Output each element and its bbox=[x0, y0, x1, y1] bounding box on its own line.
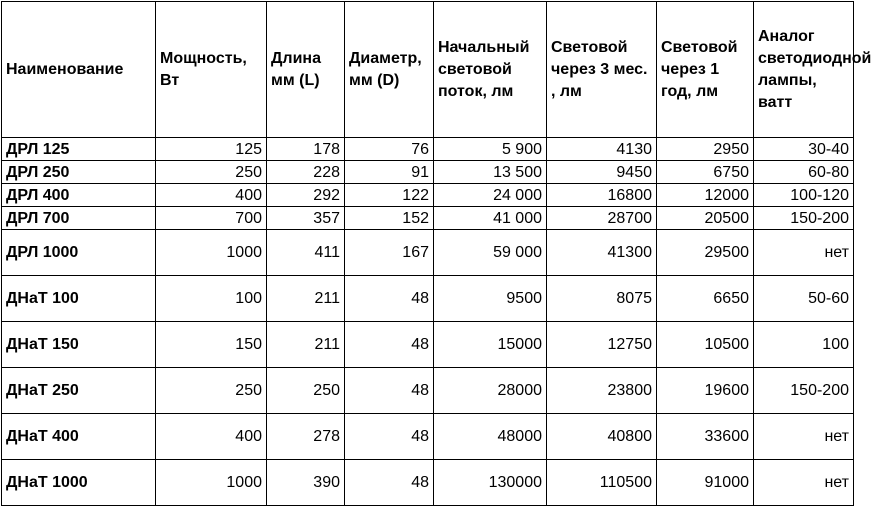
cell-power: 250 bbox=[156, 161, 267, 184]
cell-flux-1-year: 29500 bbox=[657, 230, 754, 276]
cell-flux-1-year: 2950 bbox=[657, 138, 754, 161]
cell-name: ДНаТ 100 bbox=[2, 276, 156, 322]
cell-flux-3-months: 4130 bbox=[547, 138, 657, 161]
table-row bbox=[2, 276, 854, 322]
cell-name: ДНаТ 400 bbox=[2, 414, 156, 460]
cell-initial-flux: 59 000 bbox=[434, 230, 547, 276]
cell-flux-3-months: 12750 bbox=[547, 322, 657, 368]
cell-led-analog: 100-120 bbox=[754, 184, 854, 207]
cell-led-analog: нет bbox=[754, 414, 854, 460]
cell-diameter: 91 bbox=[345, 161, 434, 184]
cell-flux-3-months: 8075 bbox=[547, 276, 657, 322]
cell-name: ДНаТ 250 bbox=[2, 368, 156, 414]
cell-diameter: 48 bbox=[345, 368, 434, 414]
table-row bbox=[2, 322, 854, 368]
cell-initial-flux: 28000 bbox=[434, 368, 547, 414]
cell-led-analog: 50-60 bbox=[754, 276, 854, 322]
cell-power: 125 bbox=[156, 138, 267, 161]
table-row bbox=[2, 368, 854, 414]
cell-initial-flux: 41 000 bbox=[434, 207, 547, 230]
cell-length: 292 bbox=[267, 184, 345, 207]
header-diameter: Диаметр, мм (D) bbox=[345, 2, 434, 138]
cell-length: 178 bbox=[267, 138, 345, 161]
cell-power: 100 bbox=[156, 276, 267, 322]
cell-diameter: 167 bbox=[345, 230, 434, 276]
cell-diameter: 152 bbox=[345, 207, 434, 230]
cell-power: 250 bbox=[156, 368, 267, 414]
cell-name: ДНаТ 150 bbox=[2, 322, 156, 368]
cell-led-analog: 100 bbox=[754, 322, 854, 368]
header-power: Мощность, Вт bbox=[156, 2, 267, 138]
cell-diameter: 76 bbox=[345, 138, 434, 161]
header-flux-3-months: Световой через 3 мес. , лм bbox=[547, 2, 657, 138]
cell-name: ДНаТ 1000 bbox=[2, 460, 156, 506]
header-length: Длина мм (L) bbox=[267, 2, 345, 138]
table-row bbox=[2, 460, 854, 506]
cell-flux-3-months: 9450 bbox=[547, 161, 657, 184]
cell-name: ДРЛ 1000 bbox=[2, 230, 156, 276]
cell-initial-flux: 130000 bbox=[434, 460, 547, 506]
table-row bbox=[2, 207, 854, 230]
cell-power: 1000 bbox=[156, 230, 267, 276]
table-row bbox=[2, 414, 854, 460]
cell-length: 411 bbox=[267, 230, 345, 276]
cell-diameter: 48 bbox=[345, 414, 434, 460]
cell-flux-3-months: 110500 bbox=[547, 460, 657, 506]
cell-initial-flux: 9500 bbox=[434, 276, 547, 322]
header-name: Наименование bbox=[2, 2, 156, 138]
cell-length: 390 bbox=[267, 460, 345, 506]
header-initial-flux: Начальный световой поток, лм bbox=[434, 2, 547, 138]
cell-initial-flux: 48000 bbox=[434, 414, 547, 460]
cell-flux-3-months: 41300 bbox=[547, 230, 657, 276]
cell-led-analog: 60-80 bbox=[754, 161, 854, 184]
cell-power: 1000 bbox=[156, 460, 267, 506]
cell-power: 150 bbox=[156, 322, 267, 368]
cell-flux-1-year: 91000 bbox=[657, 460, 754, 506]
header-led-analog: Аналог светодиодной лампы, ватт bbox=[754, 2, 854, 138]
cell-length: 211 bbox=[267, 276, 345, 322]
cell-power: 400 bbox=[156, 414, 267, 460]
cell-flux-1-year: 6750 bbox=[657, 161, 754, 184]
cell-name: ДРЛ 400 bbox=[2, 184, 156, 207]
cell-flux-1-year: 12000 bbox=[657, 184, 754, 207]
cell-power: 700 bbox=[156, 207, 267, 230]
table-row bbox=[2, 230, 854, 276]
cell-led-analog: 150-200 bbox=[754, 207, 854, 230]
cell-flux-3-months: 40800 bbox=[547, 414, 657, 460]
cell-diameter: 48 bbox=[345, 322, 434, 368]
cell-diameter: 122 bbox=[345, 184, 434, 207]
cell-flux-1-year: 20500 bbox=[657, 207, 754, 230]
cell-length: 357 bbox=[267, 207, 345, 230]
cell-flux-3-months: 28700 bbox=[547, 207, 657, 230]
cell-length: 250 bbox=[267, 368, 345, 414]
table-header-row bbox=[2, 2, 854, 138]
cell-diameter: 48 bbox=[345, 276, 434, 322]
cell-length: 228 bbox=[267, 161, 345, 184]
cell-length: 211 bbox=[267, 322, 345, 368]
cell-initial-flux: 24 000 bbox=[434, 184, 547, 207]
cell-flux-1-year: 19600 bbox=[657, 368, 754, 414]
table-row bbox=[2, 184, 854, 207]
cell-flux-3-months: 23800 bbox=[547, 368, 657, 414]
cell-power: 400 bbox=[156, 184, 267, 207]
cell-diameter: 48 bbox=[345, 460, 434, 506]
lamp-spec-table bbox=[1, 1, 871, 506]
cell-length: 278 bbox=[267, 414, 345, 460]
header-flux-1-year: Световой через 1 год, лм bbox=[657, 2, 754, 138]
cell-led-analog: нет bbox=[754, 460, 854, 506]
cell-name: ДРЛ 125 bbox=[2, 138, 156, 161]
cell-led-analog: 30-40 bbox=[754, 138, 854, 161]
table-row bbox=[2, 161, 854, 184]
cell-flux-3-months: 16800 bbox=[547, 184, 657, 207]
cell-initial-flux: 15000 bbox=[434, 322, 547, 368]
cell-led-analog: 150-200 bbox=[754, 368, 854, 414]
table-row bbox=[2, 138, 854, 161]
cell-initial-flux: 5 900 bbox=[434, 138, 547, 161]
cell-name: ДРЛ 700 bbox=[2, 207, 156, 230]
cell-flux-1-year: 6650 bbox=[657, 276, 754, 322]
cell-initial-flux: 13 500 bbox=[434, 161, 547, 184]
cell-led-analog: нет bbox=[754, 230, 854, 276]
cell-flux-1-year: 33600 bbox=[657, 414, 754, 460]
cell-name: ДРЛ 250 bbox=[2, 161, 156, 184]
cell-flux-1-year: 10500 bbox=[657, 322, 754, 368]
